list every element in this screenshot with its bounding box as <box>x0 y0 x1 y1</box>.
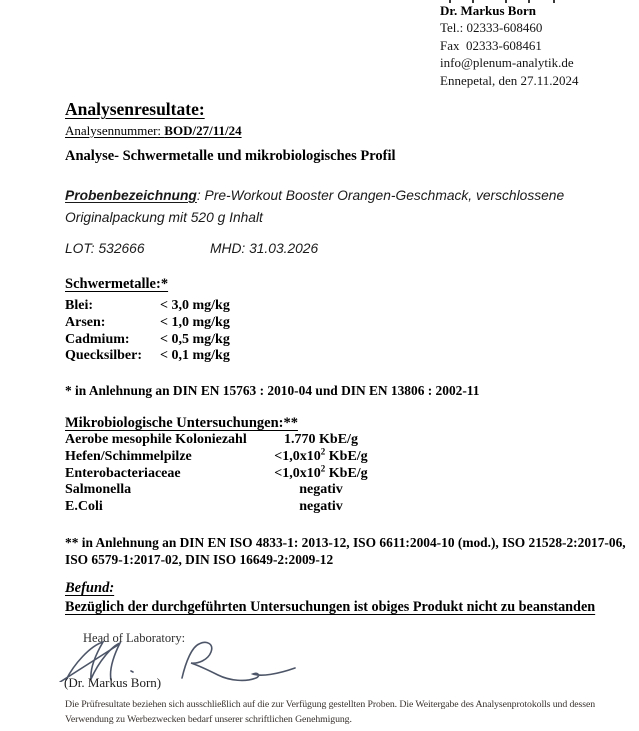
micro-test-name: Aerobe mesophile Koloniezahl <box>65 432 247 447</box>
sample-description <box>65 185 579 229</box>
analysis-number-value: BOD/27/11/24 <box>164 123 242 138</box>
metal-name: Arsen: <box>65 314 106 330</box>
contact-tel: Tel.: 02333-608460 <box>440 20 543 36</box>
table-row <box>65 315 230 332</box>
mhd-value: MHD: 31.03.2026 <box>210 241 319 256</box>
sample-text: : Pre-Workout Booster Orangen-Geschmack, verschlossene Originalpackung mit 520 g Inhalt <box>65 188 565 225</box>
micro-test-value: $<1,0x10^2$ KbE/g <box>274 462 368 481</box>
footer-disclaimer: Die Prüfresultate beziehen sich ausschließlich auf die zur Verfügung gestellten Proben. Die Weitergabe des Analysenprotokolls und dessen Verwendung zu Werbezwecken bedarf unserer schriftlichen Genehmigung. <box>65 699 596 726</box>
table-row <box>65 432 377 449</box>
microbiology-table <box>65 432 377 516</box>
micro-test-value: 1.770 KbE/g <box>284 432 358 447</box>
befund-result: Bezüglich der durchgeführten Untersuchungen ist obiges Produkt nicht zu beanstanden <box>65 599 596 615</box>
report-title: Analysenresultate: <box>65 99 205 119</box>
micro-test-name: E.Coli <box>65 499 103 515</box>
heavy-metals-table <box>65 298 230 365</box>
lot-value: LOT: 532666 <box>65 241 145 256</box>
micro-test-value: negativ <box>299 482 343 498</box>
analysis-number-label: Analysennummer: <box>65 123 165 138</box>
table-row <box>65 348 230 365</box>
micro-test-name: Hefen/Schimmelpilze <box>65 448 192 464</box>
heavy-metals-heading: Schwermetalle:* <box>65 276 169 292</box>
microbiology-heading: Mikrobiologische Untersuchungen:** <box>65 415 298 431</box>
table-row <box>65 332 230 349</box>
table-row <box>65 446 377 466</box>
head-of-laboratory-label: Head of Laboratory: <box>83 631 186 645</box>
contact-fax: Fax 02333-608461 <box>440 37 542 53</box>
microbiology-footnote: ** in Anlehnung an DIN EN ISO 4833-1: 2013-12, ISO 6611:2004-10 (mod.), ISO 21528-2:2017-06, ISO 6579-1:2017-02, DIN ISO 16649-2:2009-12 <box>65 535 626 567</box>
sample-label: Probenbezeichnung <box>65 188 197 203</box>
signatory-name: (Dr. Markus Born) <box>64 675 162 690</box>
table-row <box>65 499 377 516</box>
micro-test-name: Enterobacteriaceae <box>65 465 181 481</box>
micro-test-value: negativ <box>299 499 343 515</box>
micro-test-name: Salmonella <box>65 482 132 498</box>
table-row <box>65 298 230 315</box>
heavy-metals-footnote: * in Anlehnung an DIN EN 15763 : 2010-04 und DIN EN 13806 : 2002-11 <box>65 383 480 398</box>
metal-value: < 0,5 mg/kg <box>160 331 230 347</box>
contact-name: Dr. Markus Born <box>440 3 536 18</box>
metal-value: < 3,0 mg/kg <box>160 298 230 313</box>
lot-mhd-line <box>65 241 318 256</box>
metal-name: Quecksilber: <box>65 348 142 364</box>
table-row <box>65 482 377 499</box>
contact-block <box>440 2 579 89</box>
metal-value: < 1,0 mg/kg <box>160 314 230 330</box>
metal-name: Blei: <box>65 298 93 313</box>
contact-place-date: Ennepetal, den 27.11.2024 <box>440 72 579 88</box>
table-row <box>65 462 377 483</box>
befund-heading: Befund: <box>65 580 115 596</box>
metal-value: < 0,1 mg/kg <box>160 348 230 364</box>
report-subtitle: Analyse- Schwermetalle und mikrobiologisches Profil <box>65 148 396 164</box>
analysis-number-line <box>65 123 242 139</box>
metal-name: Cadmium: <box>65 331 130 347</box>
micro-test-value: $<1,0x10^2$ KbE/g <box>274 446 368 464</box>
contact-email: info@plenum-analytik.de <box>440 55 574 71</box>
